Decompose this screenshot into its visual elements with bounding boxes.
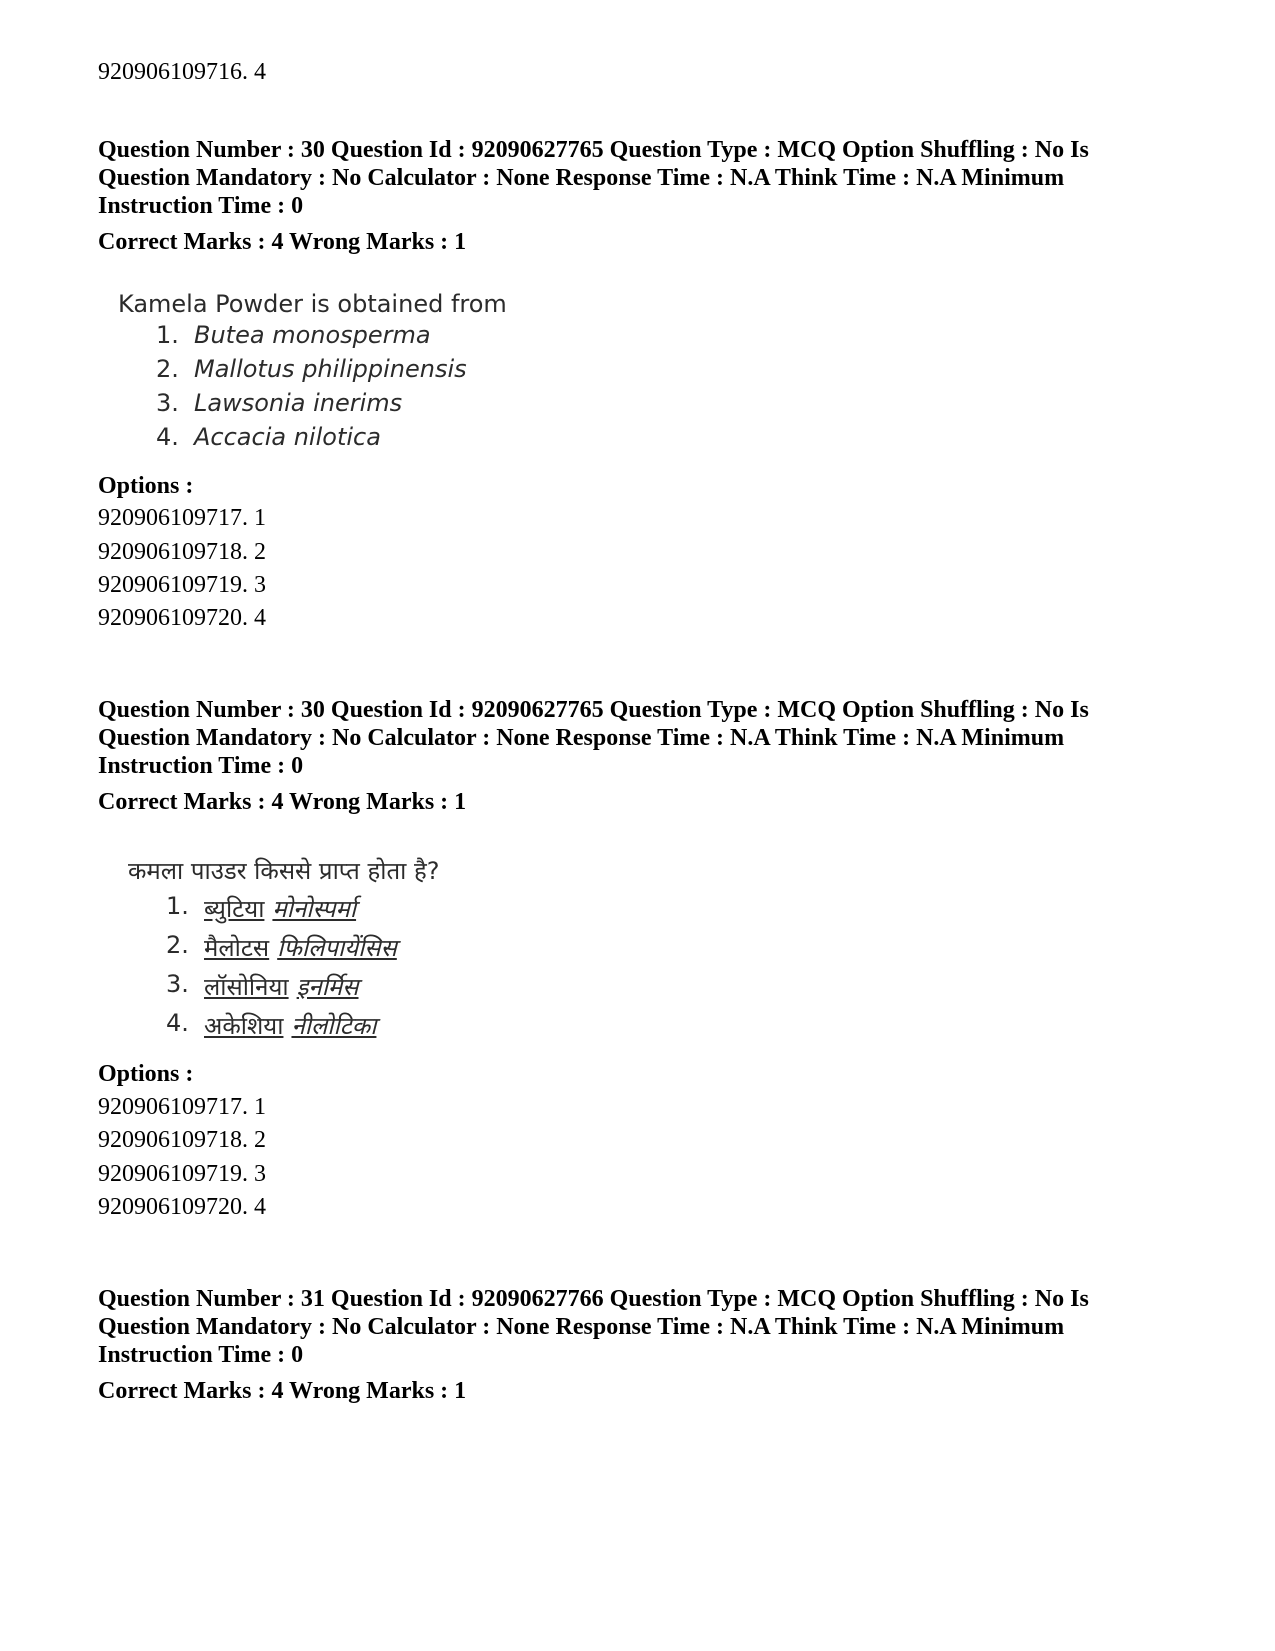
option-line: 920906109718. 2 xyxy=(98,539,266,565)
question-header: Question Number : 30 Question Id : 92090627765 Question Type : MCQ Option Shuffling : No Is Question Mandatory : No Calculator : None Response Time : N.A Think Time : N.A Minimum Instruction Time : 0 xyxy=(98,697,1089,779)
question-stem: Kamela Powder is obtained from xyxy=(118,290,507,318)
question-image-hindi xyxy=(128,856,440,1040)
options-label: Options : xyxy=(98,1061,194,1087)
question-option: 1. ब्युटिया मोनोस्पर्मा xyxy=(166,892,357,923)
question-option: 3. Lawsonia inerims xyxy=(156,389,403,417)
option-line: 920906109716. 4 xyxy=(98,59,266,85)
question-option: 2. Mallotus philippinensis xyxy=(156,355,467,383)
question-header: Question Number : 30 Question Id : 92090627765 Question Type : MCQ Option Shuffling : No Is Question Mandatory : No Calculator : None Response Time : N.A Think Time : N.A Minimum Instruction Time : 0 xyxy=(98,137,1089,219)
question-image-english xyxy=(118,289,507,451)
question-option: 4. Accacia nilotica xyxy=(156,423,381,451)
option-line: 920906109720. 4 xyxy=(98,1194,266,1220)
option-line: 920906109719. 3 xyxy=(98,1161,266,1187)
question-option: 2. मैलोटस फिलिपायेंसिस xyxy=(166,931,397,962)
question-option: 4. अकेशिया नीलोटिका xyxy=(166,1009,377,1040)
marks-line: Correct Marks : 4 Wrong Marks : 1 xyxy=(98,1378,467,1404)
marks-line: Correct Marks : 4 Wrong Marks : 1 xyxy=(98,229,467,255)
question-option: 3. लॉसोनिया इनर्मिस xyxy=(166,970,359,1001)
option-line: 920906109717. 1 xyxy=(98,1094,266,1120)
marks-line: Correct Marks : 4 Wrong Marks : 1 xyxy=(98,789,467,815)
question-header: Question Number : 31 Question Id : 92090627766 Question Type : MCQ Option Shuffling : No Is Question Mandatory : No Calculator : None Response Time : N.A Think Time : N.A Minimum Instruction Time : 0 xyxy=(98,1286,1089,1368)
options-label: Options : xyxy=(98,473,194,499)
option-line: 920906109719. 3 xyxy=(98,572,266,598)
option-line: 920906109720. 4 xyxy=(98,605,266,631)
option-line: 920906109718. 2 xyxy=(98,1127,266,1153)
question-option: 1. Butea monosperma xyxy=(156,321,431,349)
question-stem: कमला पाउडर किससे प्राप्त होता है? xyxy=(128,857,440,885)
option-line: 920906109717. 1 xyxy=(98,505,266,531)
